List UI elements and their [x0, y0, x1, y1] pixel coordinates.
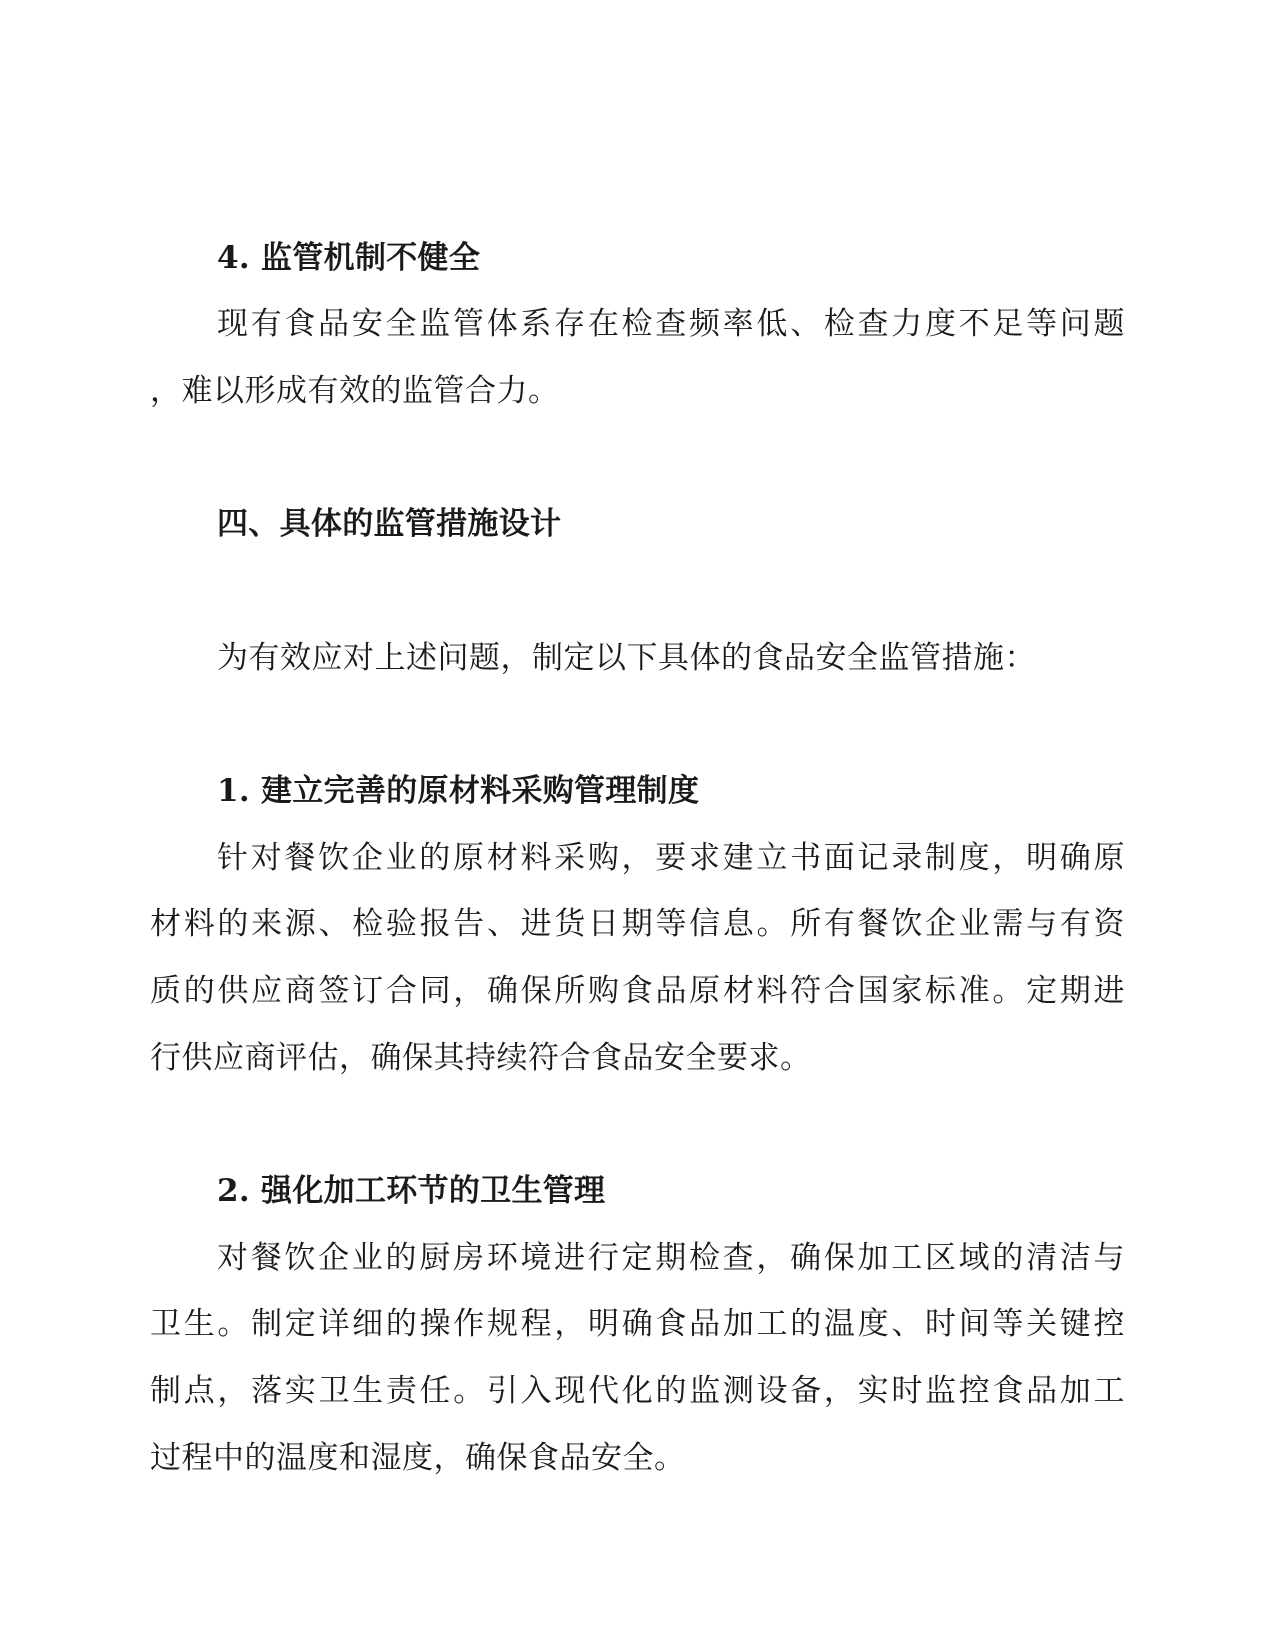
measure-heading-procurement: 1. 建立完善的原材料采购管理制度	[217, 773, 700, 809]
paragraph-line: 质的供应商签订合同，确保所购食品原材料符合国家标准。定期进	[150, 973, 1125, 1009]
paragraph-line: 材料的来源、检验报告、进货日期等信息。所有餐饮企业需与有资	[150, 906, 1125, 942]
paragraph-line: 行供应商评估，确保其持续符合食品安全要求。	[150, 1040, 812, 1076]
paragraph-line: 针对餐饮企业的原材料采购，要求建立书面记录制度，明确原	[217, 840, 1125, 876]
paragraph-line: 制点，落实卫生责任。引入现代化的监测设备，实时监控食品加工	[150, 1373, 1125, 1409]
section-heading-supervision-mechanism: 4. 监管机制不健全	[217, 240, 481, 276]
chapter-intro: 为有效应对上述问题，制定以下具体的食品安全监管措施：	[217, 640, 1036, 676]
paragraph-line: 卫生。制定详细的操作规程，明确食品加工的温度、时间等关键控	[150, 1306, 1125, 1342]
paragraph-line: ，难以形成有效的监管合力。	[150, 373, 560, 409]
paragraph-line: 现有食品安全监管体系存在检查频率低、检查力度不足等问题	[217, 306, 1125, 342]
paragraph-line: 对餐饮企业的厨房环境进行定期检查，确保加工区域的清洁与	[217, 1240, 1125, 1276]
chapter-title: 四、具体的监管措施设计	[217, 506, 562, 542]
paragraph-line: 过程中的温度和湿度，确保食品安全。	[150, 1440, 686, 1476]
measure-heading-hygiene: 2. 强化加工环节的卫生管理	[217, 1173, 606, 1209]
